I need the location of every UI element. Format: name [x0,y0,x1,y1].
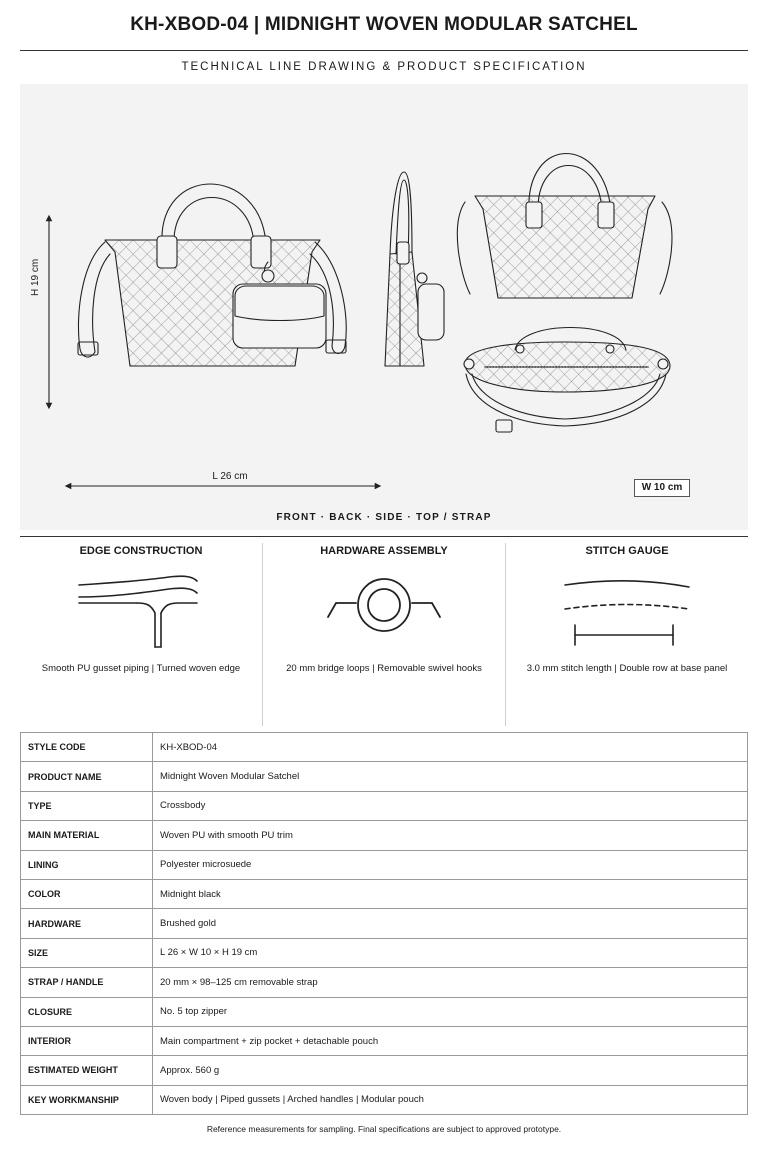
front-view [78,184,346,366]
spec-value: Woven PU with smooth PU trim [153,821,748,850]
spec-key: STRAP / HANDLE [21,968,153,997]
top-view [464,328,670,433]
table-row [21,879,748,908]
ring-hardware-icon [264,567,504,651]
spec-value: Midnight Woven Modular Satchel [153,762,748,791]
spec-key: INTERIOR [21,1026,153,1055]
title-divider [20,50,748,51]
spec-value: KH-XBOD-04 [153,733,748,762]
section-divider [20,536,748,537]
detail-title: HARDWARE ASSEMBLY [320,545,448,557]
back-view [457,154,672,299]
detail-separator [505,543,506,726]
spec-value: Crossbody [153,791,748,820]
spec-value: Midnight black [153,879,748,908]
spec-value: Approx. 560 g [153,1056,748,1085]
table-row [21,909,748,938]
table-row [21,1056,748,1085]
page-subtitle: TECHNICAL LINE DRAWING & PRODUCT SPECIFICATION [181,61,587,73]
detail-title: EDGE CONSTRUCTION [79,545,203,557]
spec-value: No. 5 top zipper [153,997,748,1026]
spec-key: HARDWARE [21,909,153,938]
detail-hardware-assembly [264,542,504,726]
width-dimension-label: W 10 cm [634,479,690,497]
detail-title: STITCH GAUGE [585,545,669,557]
detail-caption: Smooth PU gusset piping | Turned woven edge [41,663,241,674]
height-dimension-label: H 19 cm [30,258,41,296]
table-row [21,733,748,762]
spec-value: Polyester microsuede [153,850,748,879]
bag-line-drawing [20,84,748,530]
spec-value: 20 mm × 98–125 cm removable strap [153,968,748,997]
table-row [21,1085,748,1114]
spec-table [20,732,748,1115]
spec-key: COLOR [21,879,153,908]
spec-value: Brushed gold [153,909,748,938]
detail-edge-construction [21,542,261,726]
detail-separator [262,543,263,726]
page-title: KH-XBOD-04 | MIDNIGHT WOVEN MODULAR SATCHEL [130,14,638,35]
length-dimension-label: L 26 cm [212,471,248,482]
table-row [21,791,748,820]
spec-value: L 26 × W 10 × H 19 cm [153,938,748,967]
side-view [385,172,444,366]
footnote: Reference measurements for sampling. Final specifications are subject to approved prototype. [206,1124,562,1134]
table-row [21,850,748,879]
edge-piping-icon [21,567,261,651]
spec-value: Woven body | Piped gussets | Arched handles | Modular pouch [153,1085,748,1114]
spec-key: KEY WORKMANSHIP [21,1085,153,1114]
detail-caption: 3.0 mm stitch length | Double row at base panel [526,663,728,674]
spec-key: LINING [21,850,153,879]
spec-key: CLOSURE [21,997,153,1026]
table-row [21,1026,748,1055]
table-row [21,762,748,791]
detail-stitch-gauge [507,542,747,726]
spec-key: TYPE [21,791,153,820]
spec-key: MAIN MATERIAL [21,821,153,850]
views-caption: FRONT · BACK · SIDE · TOP / STRAP [276,512,492,523]
spec-key: ESTIMATED WEIGHT [21,1056,153,1085]
technical-drawing-panel [20,84,748,530]
table-row [21,997,748,1026]
spec-key: PRODUCT NAME [21,762,153,791]
detail-caption: 20 mm bridge loops | Removable swivel hooks [286,663,482,674]
spec-key: STYLE CODE [21,733,153,762]
table-row [21,821,748,850]
table-row [21,968,748,997]
stitch-gauge-icon [507,567,747,651]
table-row [21,938,748,967]
spec-value: Main compartment + zip pocket + detachable pouch [153,1026,748,1055]
spec-key: SIZE [21,938,153,967]
